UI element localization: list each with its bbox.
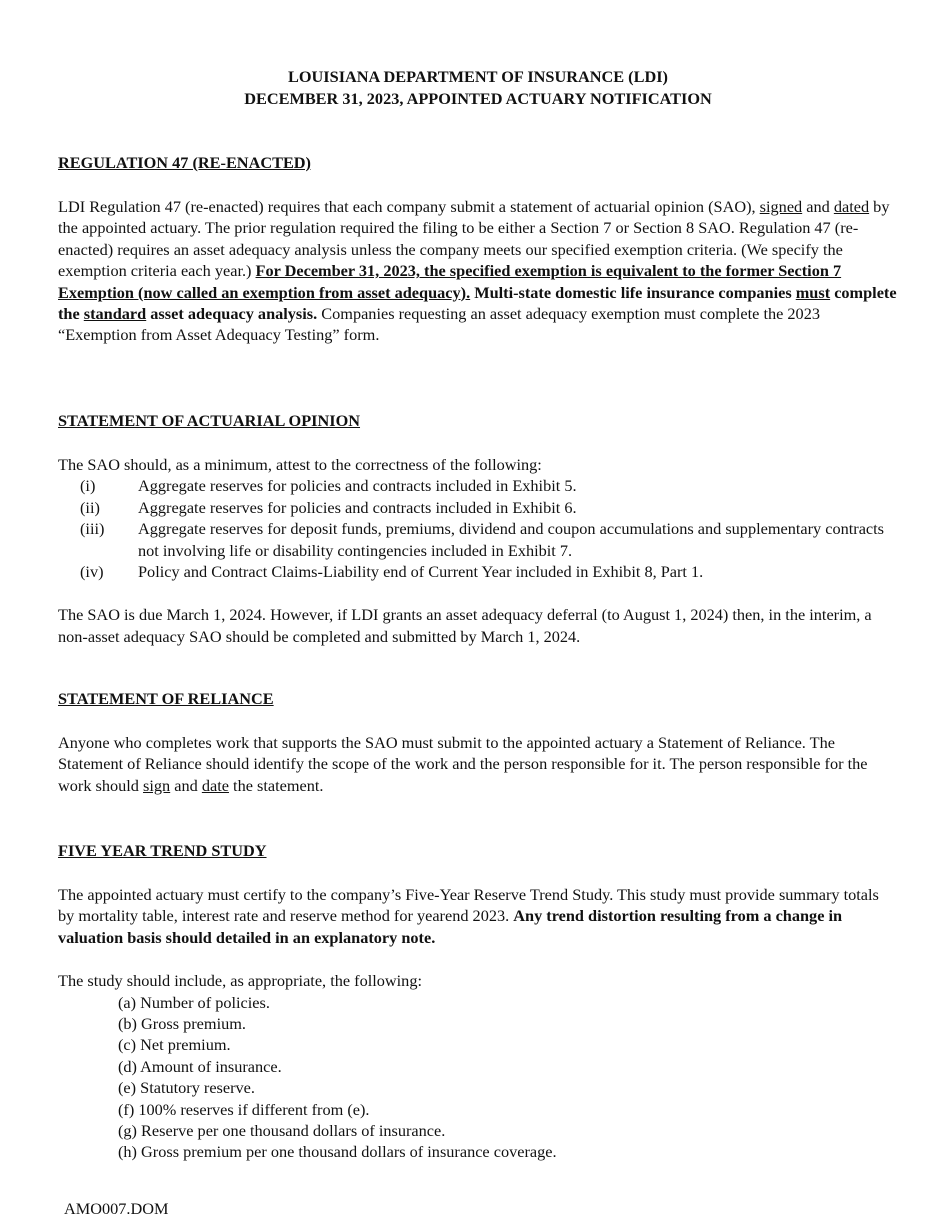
list-item — [58, 561, 898, 582]
list-item: (e) Statutory reserve. — [118, 1078, 255, 1098]
section-statement-of-reliance — [58, 688, 898, 796]
section-regulation-47 — [58, 152, 898, 346]
title-line-2: DECEMBER 31, 2023, APPOINTED ACTUARY NOTIFICATION — [244, 89, 712, 108]
reliance-and: and — [170, 775, 202, 795]
reliance-text-a: Anyone who completes work that supports the SAO must submit to the appointed actuary a Statement of Reliance. The Statement of Reliance should identify the scope of the work and the person responsible for it. The person responsible for the work should — [58, 733, 868, 795]
list-item-number: (iii) — [80, 519, 105, 539]
reliance-paragraph — [58, 732, 898, 796]
list-item-number: (i) — [80, 476, 96, 496]
list-item-text: Aggregate reserves for policies and contracts included in Exhibit 5. — [138, 476, 577, 496]
reg47-text-b: by the appointed actuary. The prior regulation required the filing to be either a Section 7 or Section 8 SAO. Regulation 47 (re-enacted) requires an asset adequacy analysis unless the company meets our specified exemption criteria. (We specify the exemption criteria each year.) — [58, 197, 890, 281]
section-statement-of-actuarial-opinion — [58, 410, 898, 647]
reg47-exemption-statement: For December 31, 2023, the specified exemption is equivalent to the former Section 7 Exemption (now called an exemption from asset adequacy). — [58, 261, 842, 302]
trend-items-list — [58, 992, 898, 1163]
trend-distortion-note: Any trend distortion resulting from a change in valuation basis should detailed in an explanatory note. — [58, 906, 843, 947]
heading-statement-of-reliance: STATEMENT OF RELIANCE — [58, 689, 274, 708]
list-item — [58, 518, 898, 561]
trend-text-a: The appointed actuary must certify to the company’s Five-Year Reserve Trend Study. This study must provide summary totals by mortality table, interest rate and reserve method for yearend 2023. — [58, 885, 879, 926]
trend-include-intro: The study should include, as appropriate, the following: — [58, 971, 422, 991]
document-footer-code: AMO007.DOM — [64, 1199, 169, 1218]
reg47-signed: signed — [759, 197, 803, 216]
section-five-year-trend-study — [58, 840, 898, 1163]
sao-intro: The SAO should, as a minimum, attest to the correctness of the following: — [58, 455, 542, 474]
trend-paragraph — [58, 884, 898, 948]
list-item: (g) Reserve per one thousand dollars of insurance. — [118, 1121, 446, 1141]
heading-five-year-trend-study: FIVE YEAR TREND STUDY — [58, 841, 267, 860]
document-page — [58, 66, 898, 1162]
heading-regulation-47: REGULATION 47 (RE-ENACTED) — [58, 153, 311, 172]
list-item — [58, 475, 898, 496]
reliance-text-b: the statement. — [228, 775, 324, 795]
title-line-1: LOUISIANA DEPARTMENT OF INSURANCE (LDI) — [288, 67, 668, 86]
sao-items-list — [58, 475, 898, 582]
reliance-date: date — [201, 775, 229, 795]
list-item: (f) 100% reserves if different from (e). — [118, 1099, 370, 1119]
list-item-number: (iv) — [80, 562, 104, 582]
list-item-text: Aggregate reserves for policies and contracts included in Exhibit 6. — [138, 497, 577, 517]
reg47-and: and — [802, 197, 834, 216]
list-item: (h) Gross premium per one thousand dollars of insurance coverage. — [118, 1142, 557, 1162]
reg47-bold-1: Multi-state domestic life insurance companies — [470, 282, 796, 302]
list-item: (d) Amount of insurance. — [118, 1056, 282, 1076]
list-item-text: Aggregate reserves for deposit funds, premiums, dividend and coupon accumulations and supplementary contracts not involving life or disability contingencies included in Exhibit 7. — [138, 519, 885, 560]
heading-statement-of-actuarial-opinion: STATEMENT OF ACTUARIAL OPINION — [58, 411, 361, 430]
list-item: (c) Net premium. — [118, 1035, 231, 1055]
list-item-text: Policy and Contract Claims-Liability end of Current Year included in Exhibit 8, Part 1. — [138, 562, 704, 582]
reg47-bold-2: complete the — [58, 282, 897, 324]
list-item — [58, 497, 898, 518]
reg47-must: must — [795, 282, 831, 302]
list-item: (b) Gross premium. — [118, 1014, 246, 1034]
reg47-dated: dated — [833, 197, 870, 216]
reg47-standard: standard — [83, 304, 147, 324]
document-title — [58, 66, 898, 110]
sao-due-date-paragraph: The SAO is due March 1, 2024. However, if LDI grants an asset adequacy deferral (to August 1, 2024) then, in the interim, a non-asset adequacy SAO should be completed and submitted by March 1, 2024. — [58, 605, 872, 646]
reliance-sign: sign — [143, 775, 171, 795]
reg47-text-c: Companies requesting an asset adequacy exemption must complete the 2023 “Exemption from Asset Adequacy Testing” form. — [58, 304, 820, 345]
list-item: (a) Number of policies. — [118, 992, 270, 1012]
reg47-text-a: LDI Regulation 47 (re-enacted) requires that each company submit a statement of actuarial opinion (SAO), — [58, 197, 760, 216]
regulation-47-paragraph — [58, 196, 898, 346]
list-item-number: (ii) — [80, 497, 100, 517]
reg47-bold-3: asset adequacy analysis. — [146, 304, 318, 324]
